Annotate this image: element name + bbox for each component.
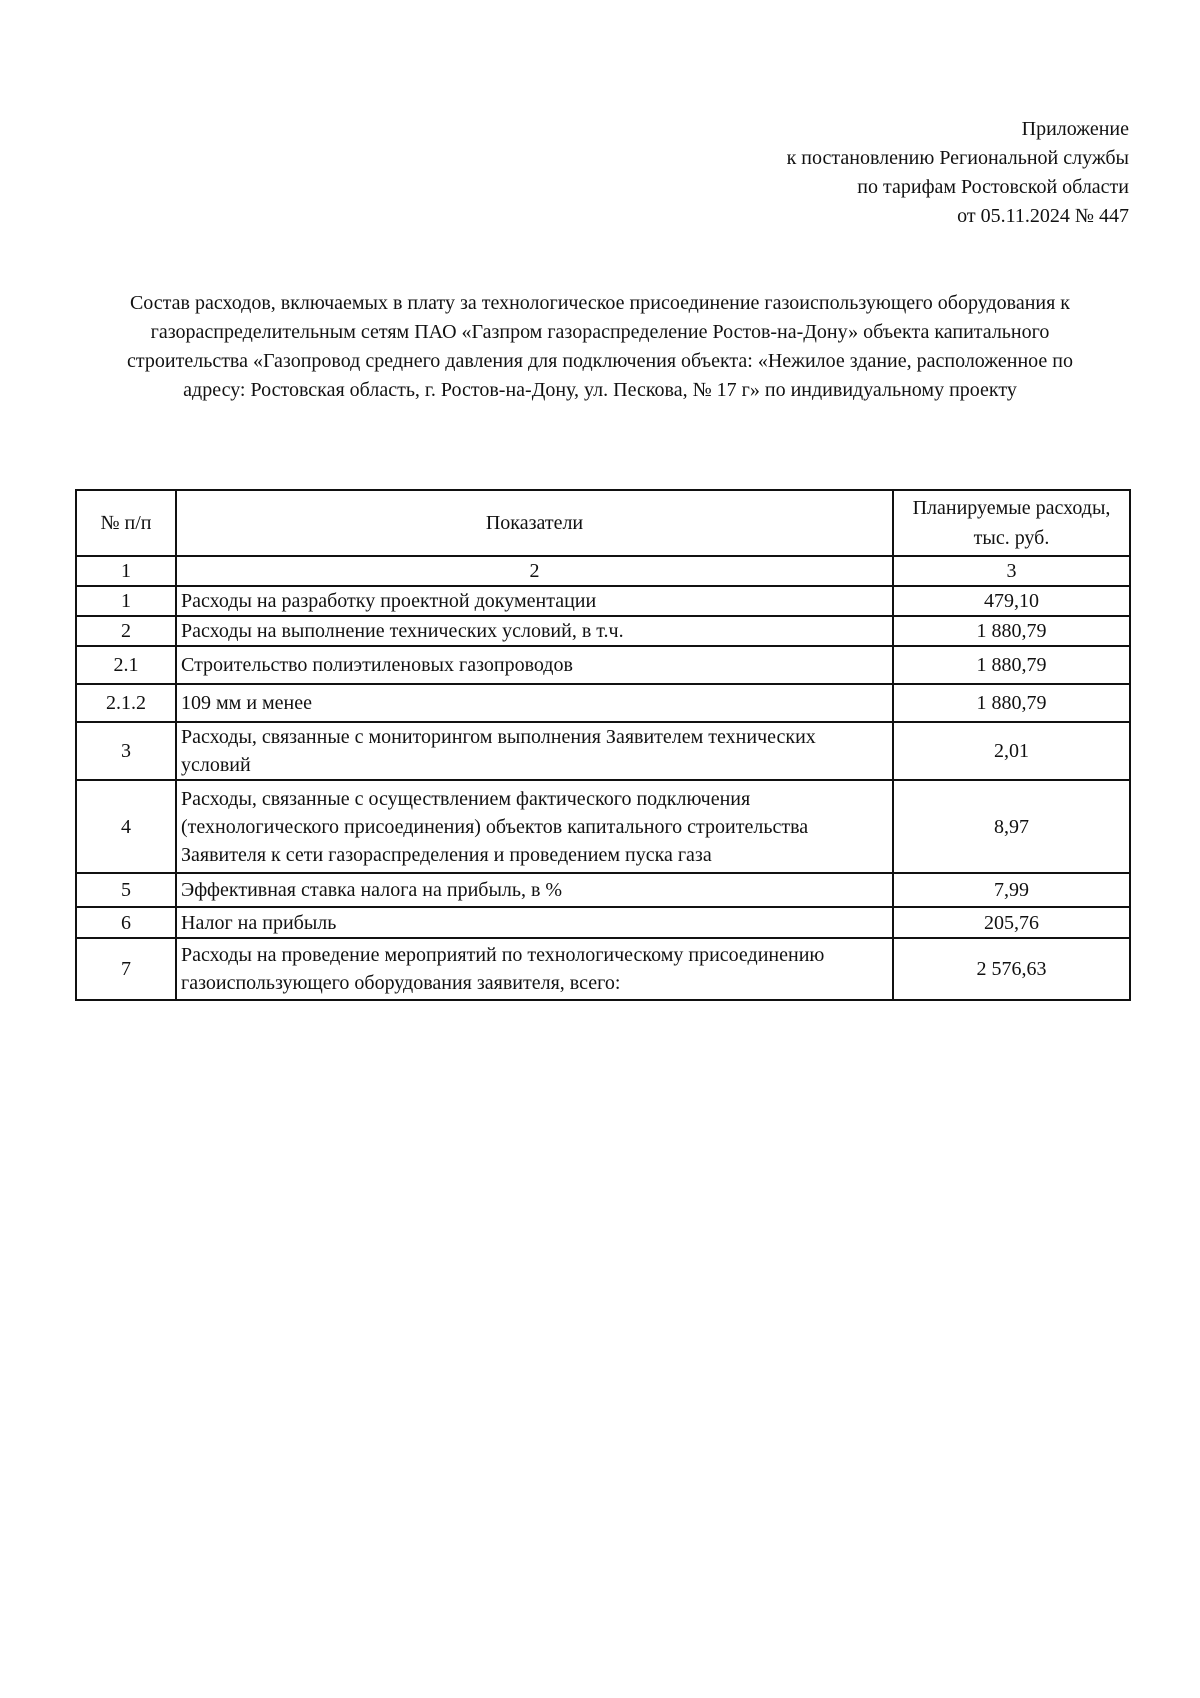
appendix-authority-line: по тарифам Ростовской области <box>857 176 1129 198</box>
row-value: 1 880,79 <box>893 684 1130 722</box>
cost-table <box>75 489 1131 1001</box>
row-num: 6 <box>76 907 176 938</box>
index-cell: 1 <box>76 556 176 586</box>
title-line-2: газораспределительным сетям ПАО «Газпром газораспределение Ростов-на-Дону» объекта капитального <box>150 321 1050 343</box>
row-name: 109 мм и менее <box>176 684 893 722</box>
table-row <box>76 586 1130 616</box>
document-title <box>74 289 1126 405</box>
title-line-3: строительства «Газопровод среднего давления для подключения объекта: «Нежилое здание, расположенное по <box>127 350 1073 372</box>
row-num: 1 <box>76 586 176 616</box>
index-cell: 3 <box>893 556 1130 586</box>
appendix-date-number: от 05.11.2024 № 447 <box>957 205 1129 227</box>
table-row <box>76 684 1130 722</box>
row-name: Расходы на выполнение технических условий, в т.ч. <box>176 616 893 646</box>
appendix-header <box>787 115 1129 231</box>
table-row <box>76 780 1130 873</box>
row-num: 2 <box>76 616 176 646</box>
table-row <box>76 646 1130 684</box>
row-num: 7 <box>76 938 176 1000</box>
row-value: 479,10 <box>893 586 1130 616</box>
row-num: 3 <box>76 722 176 780</box>
row-name: Эффективная ставка налога на прибыль, в % <box>176 873 893 907</box>
header-num: № п/п <box>76 490 176 556</box>
row-num: 4 <box>76 780 176 873</box>
row-num: 5 <box>76 873 176 907</box>
row-name: Расходы на проведение мероприятий по технологическому присоединению газоиспользующего оборудования заявителя, всего: <box>176 938 893 1000</box>
header-name: Показатели <box>176 490 893 556</box>
title-line-4: адресу: Ростовская область, г. Ростов-на-Дону, ул. Пескова, № 17 г» по индивидуальному проекту <box>183 379 1017 401</box>
row-value: 2 576,63 <box>893 938 1130 1000</box>
row-value: 2,01 <box>893 722 1130 780</box>
row-name: Расходы, связанные с мониторингом выполнения Заявителем технических условий <box>176 722 893 780</box>
row-num: 2.1 <box>76 646 176 684</box>
table-row-total <box>76 938 1130 1000</box>
appendix-label: Приложение <box>1021 118 1129 140</box>
row-num: 2.1.2 <box>76 684 176 722</box>
table-row <box>76 873 1130 907</box>
table-row <box>76 907 1130 938</box>
row-value: 8,97 <box>893 780 1130 873</box>
row-value: 1 880,79 <box>893 646 1130 684</box>
row-value: 205,76 <box>893 907 1130 938</box>
row-name: Расходы на разработку проектной документации <box>176 586 893 616</box>
row-name: Расходы, связанные с осуществлением фактического подключения (технологического присоединения) объектов капитального строительства Заявителя к сети газораспределения и проведением пуска газа <box>176 780 893 873</box>
table-row <box>76 722 1130 780</box>
title-line-1: Состав расходов, включаемых в плату за технологическое присоединение газоиспользующего оборудования к <box>129 292 1071 314</box>
appendix-resolution-line: к постановлению Региональной службы <box>786 147 1129 169</box>
header-value <box>893 490 1130 556</box>
row-value: 7,99 <box>893 873 1130 907</box>
table-row <box>76 616 1130 646</box>
table-index-row <box>76 556 1130 586</box>
index-cell: 2 <box>176 556 893 586</box>
row-name: Налог на прибыль <box>176 907 893 938</box>
row-value: 1 880,79 <box>893 616 1130 646</box>
header-value-line-1: Планируемые расходы, <box>912 497 1111 519</box>
header-value-line-2: тыс. руб. <box>973 527 1050 549</box>
table-header-row <box>76 490 1130 556</box>
row-name: Строительство полиэтиленовых газопроводов <box>176 646 893 684</box>
